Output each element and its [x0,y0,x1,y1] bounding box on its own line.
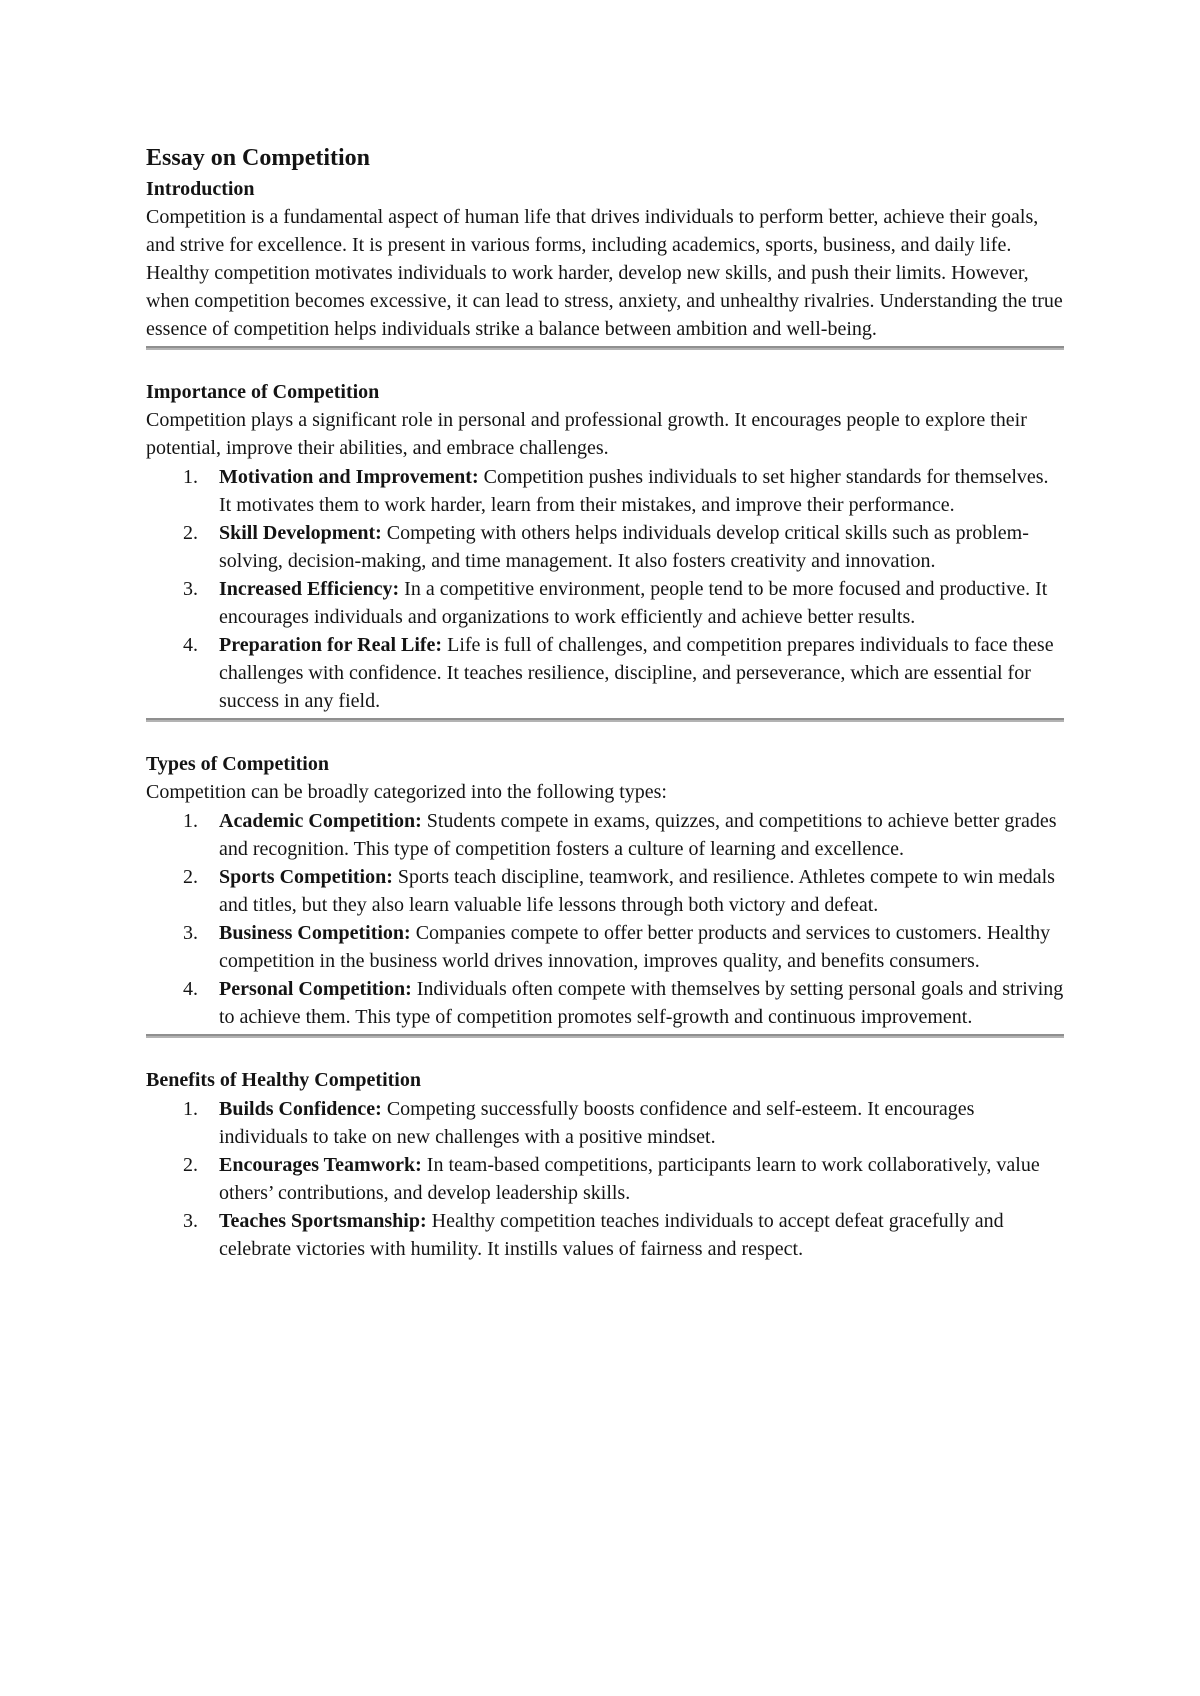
list-item [146,807,1064,863]
list-item-term: Teaches Sportsmanship: [219,1210,427,1232]
section-benefits [146,1066,1064,1263]
list-item-text: In team-based competitions, participants learn to work collaboratively, value others’ contributions, and develop leadership skills. [219,1154,1040,1204]
list-number: 2. [183,522,198,544]
numbered-list [146,463,1064,715]
list-item-term: Personal Competition: [219,978,412,1000]
list-item [146,463,1064,519]
section-importance [146,378,1064,722]
numbered-list [146,807,1064,1031]
section-paragraph: Competition can be broadly categorized into the following types: [146,781,667,803]
list-item-term: Increased Efficiency: [219,578,400,600]
list-item-text: In a competitive environment, people tend to be more focused and productive. It encourages individuals and organizations to work efficiently and achieve better results. [219,578,1048,628]
list-number: 2. [183,866,198,888]
list-item-term: Skill Development: [219,522,382,544]
list-item [146,575,1064,631]
list-item-text: Companies compete to offer better products and services to customers. Healthy competition in the business world drives innovation, improves quality, and benefits consumers. [219,922,1051,972]
list-item-text: Sports teach discipline, teamwork, and resilience. Athletes compete to win medals and titles, but they also learn valuable life lessons through both victory and defeat. [219,866,1055,916]
list-item [146,1207,1064,1263]
section-paragraph: Competition plays a significant role in personal and professional growth. It encourages people to explore their potential, improve their abilities, and embrace challenges. [146,409,1027,459]
list-item-term: Builds Confidence: [219,1098,382,1120]
list-number: 3. [183,922,198,944]
list-item [146,1151,1064,1207]
section-types [146,750,1064,1038]
list-item-term: Encourages Teamwork: [219,1154,422,1176]
numbered-list [146,1095,1064,1263]
section-heading: Importance of Competition [146,381,380,403]
list-item-term: Sports Competition: [219,866,393,888]
list-item-text: Individuals often compete with themselves by setting personal goals and striving to achieve them. This type of competition promotes self-growth and continuous improvement. [219,978,1064,1028]
section-heading: Types of Competition [146,753,329,775]
section-heading: Introduction [146,178,255,200]
list-item-text: Students compete in exams, quizzes, and competitions to achieve better grades and recognition. This type of competition fosters a culture of learning and excellence. [219,810,1057,860]
list-item-term: Motivation and Improvement: [219,466,479,488]
section-paragraph: Competition is a fundamental aspect of human life that drives individuals to perform better, achieve their goals, and strive for excellence. It is present in various forms, including academics, sports, business, and daily life. Healthy competition motivates individuals to work harder, develop new skills, and push their limits. However, when competition becomes excessive, it can lead to stress, anxiety, and unhealthy rivalries. Understanding the true essence of competition helps individuals strike a balance between ambition and well-being. [146,206,1063,340]
list-item-text: Competing successfully boosts confidence and self-esteem. It encourages individuals to take on new challenges with a positive mindset. [219,1098,975,1148]
list-item-term: Preparation for Real Life: [219,634,443,656]
list-item-text: Healthy competition teaches individuals to accept defeat gracefully and celebrate victories with humility. It instills values of fairness and respect. [219,1210,1004,1260]
list-item [146,863,1064,919]
list-number: 1. [183,466,198,488]
document-title: Essay on Competition [146,145,371,171]
list-number: 1. [183,810,198,832]
list-item-text: Life is full of challenges, and competition prepares individuals to face these challenges with confidence. It teaches resilience, discipline, and perseverance, which are essential for success in any field. [219,634,1054,712]
list-item [146,631,1064,715]
list-item-text: Competing with others helps individuals develop critical skills such as problem-solving, decision-making, and time management. It also fosters creativity and innovation. [219,522,1029,572]
list-number: 3. [183,578,198,600]
list-item-term: Academic Competition: [219,810,422,832]
list-number: 1. [183,1098,198,1120]
section-introduction [146,175,1064,350]
list-number: 4. [183,978,198,1000]
list-item [146,975,1064,1031]
list-number: 4. [183,634,198,656]
list-number: 2. [183,1154,198,1176]
section-heading: Benefits of Healthy Competition [146,1069,421,1091]
list-item [146,1095,1064,1151]
list-number: 3. [183,1210,198,1232]
list-item-text: Competition pushes individuals to set higher standards for themselves. It motivates them to work harder, learn from their mistakes, and improve their performance. [219,466,1049,516]
list-item [146,519,1064,575]
list-item-term: Business Competition: [219,922,411,944]
list-item [146,919,1064,975]
